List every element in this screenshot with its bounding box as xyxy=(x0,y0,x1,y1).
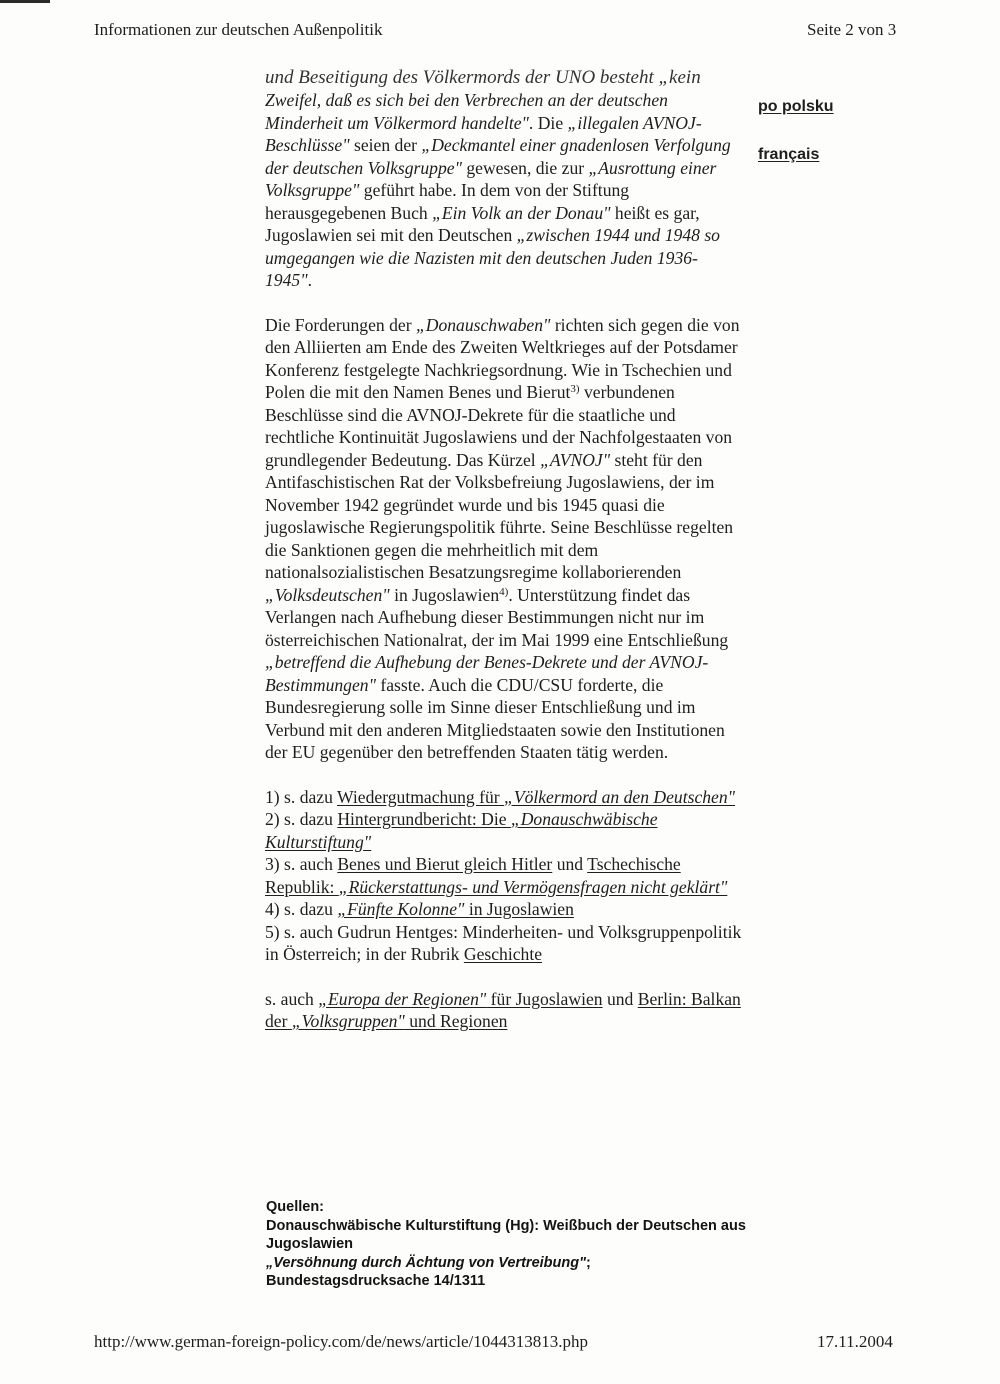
footnote-marker-4: 4) xyxy=(499,585,509,598)
quote-text: „Deckmantel einer gnadenlosen Verfolgung der deutschen Volksgruppe" xyxy=(265,135,731,178)
link-text: für Jugoslawien xyxy=(486,988,603,1009)
footnote-2 xyxy=(265,808,743,853)
footnote-4 xyxy=(265,898,743,921)
print-header-title: Informationen zur deutschen Außenpolitik xyxy=(94,20,383,39)
source-item-3: Bundestagsdrucksache 14/1311 xyxy=(266,1273,486,1289)
quote-text: „zwischen 1944 und 1948 so umgegangen wie die Nazisten mit den deutschen Juden 1936-1945" xyxy=(265,225,720,290)
link-text: „Fünfte Kolonne" xyxy=(337,899,465,919)
footnote-3 xyxy=(265,853,743,898)
link-text: „Volksgruppen" xyxy=(291,1011,405,1031)
footnote-marker-3: 3) xyxy=(570,383,580,395)
link-text: Hintergrundbericht: Die xyxy=(337,809,511,829)
body-text: heißt es gar, Jugoslawien sei mit den Deutschen xyxy=(265,202,700,245)
sources-heading: Quellen: xyxy=(266,1199,325,1215)
body-text: gewesen, die zur xyxy=(461,157,589,178)
link-text: Berlin: Balkan der xyxy=(265,988,741,1031)
body-text: in Jugoslawien xyxy=(389,584,500,605)
source-item-2 xyxy=(266,1254,746,1273)
see-also-text: und xyxy=(602,988,638,1009)
quote-text: „AVNOJ" xyxy=(540,449,611,470)
footnote-text: 4) s. dazu xyxy=(265,899,338,919)
body-text: seien der xyxy=(349,135,422,155)
see-also-link-europa-der-regionen[interactable] xyxy=(318,989,602,1009)
print-header-page-number: Seite 2 von 3 xyxy=(807,20,897,39)
footnote-text: 1) s. dazu xyxy=(265,786,337,807)
footnotes-list xyxy=(265,786,743,966)
article-paragraph-1 xyxy=(265,89,743,292)
footnote-text: 2) s. dazu xyxy=(265,809,338,829)
link-text: in Jugoslawien xyxy=(464,899,574,919)
footnote-link-voelkermord[interactable] xyxy=(337,787,735,807)
footnote-link-geschichte[interactable]: Geschichte xyxy=(463,944,543,964)
footnote-text: und xyxy=(552,854,588,874)
link-text: Wiedergutmachung für xyxy=(337,786,505,807)
quote-text: Zweifel, daß es sich bei den Verbrechen an der deutschen Minderheit um Völkermord handelte" xyxy=(265,90,668,133)
footnote-link-fuenfte-kolonne[interactable] xyxy=(337,899,574,919)
see-also xyxy=(265,988,743,1033)
body-text: verbundenen Beschlüsse sind die AVNOJ-Dekrete für die staatliche und rechtliche Kontinuität Jugoslawiens und der Nachfolgestaaten von grundlegender Bedeutung. Das Kürzel xyxy=(265,382,733,470)
link-text: Tschechische Republik: xyxy=(265,854,681,897)
cut-off-line-text: und Beseitigung des Völkermords der UNO besteht „kein xyxy=(265,67,701,88)
language-link-polish[interactable]: po polsku xyxy=(758,98,834,115)
body-text: . Die xyxy=(528,112,568,133)
footnote-text: 3) s. auch xyxy=(265,854,338,874)
quote-text: „Ausrottung einer Volksgruppe" xyxy=(265,157,717,200)
article-paragraph-2 xyxy=(265,314,743,764)
print-footer-date: 17.11.2004 xyxy=(817,1332,893,1351)
cut-off-line xyxy=(265,67,735,89)
body-text: . xyxy=(307,270,312,290)
footnote-1 xyxy=(265,786,743,809)
link-text: „Europa der Regionen" xyxy=(318,988,487,1009)
source-separator: ; xyxy=(585,1254,591,1271)
body-text: steht für den Antifaschistischen Rat der Volksbefreiung Jugoslawiens, der im November 1942 gegründet wurde und bis 1945 quasi die jugoslawische Regierungspolitik führte. Seine Beschlüsse regelten die Sanktionen gegen die mehrheitlich mit dem nationalsozialistischen Besatzungsregime kollaborierenden xyxy=(265,449,734,582)
body-text: richten sich gegen die von den Alliierten am Ende des Zweiten Weltkrieges auf der Potsdamer Konferenz festgelegte Nachkriegsordnung. Wie in Tschechien und Polen die mit den Namen Benes und Bierut xyxy=(265,314,740,402)
sources-section xyxy=(266,1198,746,1291)
body-text: . Unterstützung findet das Verlangen nach Aufhebung dieser Bestimmungen nicht nur im österreichischen Nationalrat, der im Mai 1999 eine Entschließung xyxy=(265,584,729,650)
body-text: Die Forderungen der xyxy=(265,314,416,335)
book-title: „Ein Volk an der Donau" xyxy=(432,202,611,223)
link-text: „Rückerstattungs- und Vermögensfragen nicht geklärt" xyxy=(338,876,728,897)
see-also-text: s. auch xyxy=(265,988,319,1009)
source-item-1: Donauschwäbische Kulturstiftung (Hg): Weißbuch der Deutschen aus Jugoslawien xyxy=(266,1217,746,1252)
quote-text: „illegalen AVNOJ-Beschlüsse" xyxy=(265,112,702,155)
scan-corner-mark xyxy=(0,0,50,3)
source-title: „Versöhnung durch Ächtung von Vertreibung" xyxy=(266,1254,586,1271)
body-text: fasste. Auch die CDU/CSU forderte, die Bundesregierung solle im Sinne dieser Entschließung und im Verbund mit den anderen Mitgliedstaaten sowie den Institutionen der EU gegenüber den betreffenden Staaten tätig werden. xyxy=(265,674,725,762)
article-body xyxy=(265,89,743,1033)
footnote-text: 5) s. auch Gudrun Hentges: Minderheiten- und Volksgruppenpolitik in Österreich; in der Rubrik xyxy=(265,921,742,964)
quote-text: „betreffend die Aufhebung der Benes-Dekrete und der AVNOJ-Bestimmungen" xyxy=(265,652,709,695)
footnote-link-benes-bierut[interactable]: Benes und Bierut gleich Hitler xyxy=(337,854,553,874)
link-text: „Völkermord an den Deutschen" xyxy=(504,786,736,807)
print-footer-url: http://www.german-foreign-policy.com/de/news/article/1044313813.php xyxy=(94,1332,588,1351)
link-text: „Donauschwäbische Kulturstiftung" xyxy=(265,809,658,852)
language-link-french[interactable]: français xyxy=(758,146,820,163)
link-text: und Regionen xyxy=(404,1011,508,1031)
quote-text: „Donauschwaben" xyxy=(415,314,551,335)
footnote-5 xyxy=(265,921,743,966)
quote-text: „Volksdeutschen" xyxy=(265,584,390,605)
body-text: geführt habe. In dem von der Stiftung herausgegebenen Buch xyxy=(265,180,630,223)
